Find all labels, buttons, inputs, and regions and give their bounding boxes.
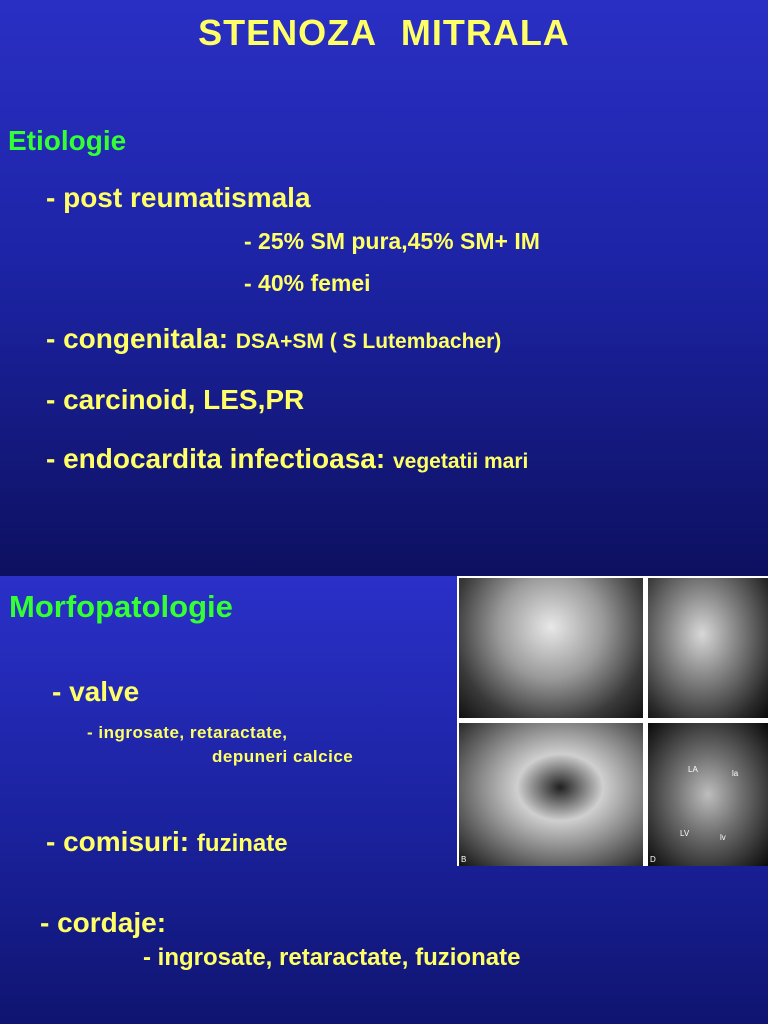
photo-label-la: LA <box>688 765 698 774</box>
photo-label-d: D <box>650 855 656 864</box>
photo-valve-top-right <box>648 578 768 718</box>
photo-label-lv: LV <box>680 829 690 838</box>
photo-label-la2: la <box>732 769 739 778</box>
photo-valve-bottom-right <box>648 723 768 866</box>
photo-label-lv2: lv <box>720 833 726 842</box>
item-congenitala <box>46 325 501 353</box>
item-sm-pura: - 25% SM pura,45% SM+ IM <box>244 228 540 254</box>
item-femei: - 40% femei <box>244 270 371 296</box>
item-post-reumatismala: - post reumatismala <box>46 182 311 213</box>
item-endocardita-note: vegetatii mari <box>392 450 529 473</box>
item-congenitala-note: DSA+SM ( S Lutembacher) <box>235 330 502 353</box>
valve-detail-1: - ingrosate, retaractate, <box>87 723 288 742</box>
cordaje-detail: - ingrosate, retaractate, fuzionate <box>143 944 521 971</box>
slide-title: STENOZA MITRALA <box>198 12 570 53</box>
item-congenitala-label: - congenitala: <box>46 323 236 354</box>
comisuri-item <box>46 828 288 856</box>
item-carcinoid: - carcinoid, LES,PR <box>46 384 305 415</box>
valve-label: - valve <box>52 676 140 707</box>
item-endocardita-label: - endocardita infectioasa: <box>46 443 393 474</box>
slide-morfopatologie <box>0 576 768 1024</box>
valve-detail-2: depuneri calcice <box>212 747 354 766</box>
photo-valve-top-left <box>459 578 643 718</box>
comisuri-label: - comisuri: <box>46 826 197 857</box>
pathology-photo-grid <box>457 576 768 866</box>
cordaje-label: - cordaje: <box>40 907 167 938</box>
comisuri-note: fuzinate <box>196 830 288 857</box>
photo-valve-bottom-left <box>459 723 643 866</box>
section-heading-etiologie: Etiologie <box>8 125 127 156</box>
item-endocardita <box>46 445 528 473</box>
section-heading-morfopatologie: Morfopatologie <box>9 589 233 624</box>
photo-label-b: B <box>461 855 467 864</box>
